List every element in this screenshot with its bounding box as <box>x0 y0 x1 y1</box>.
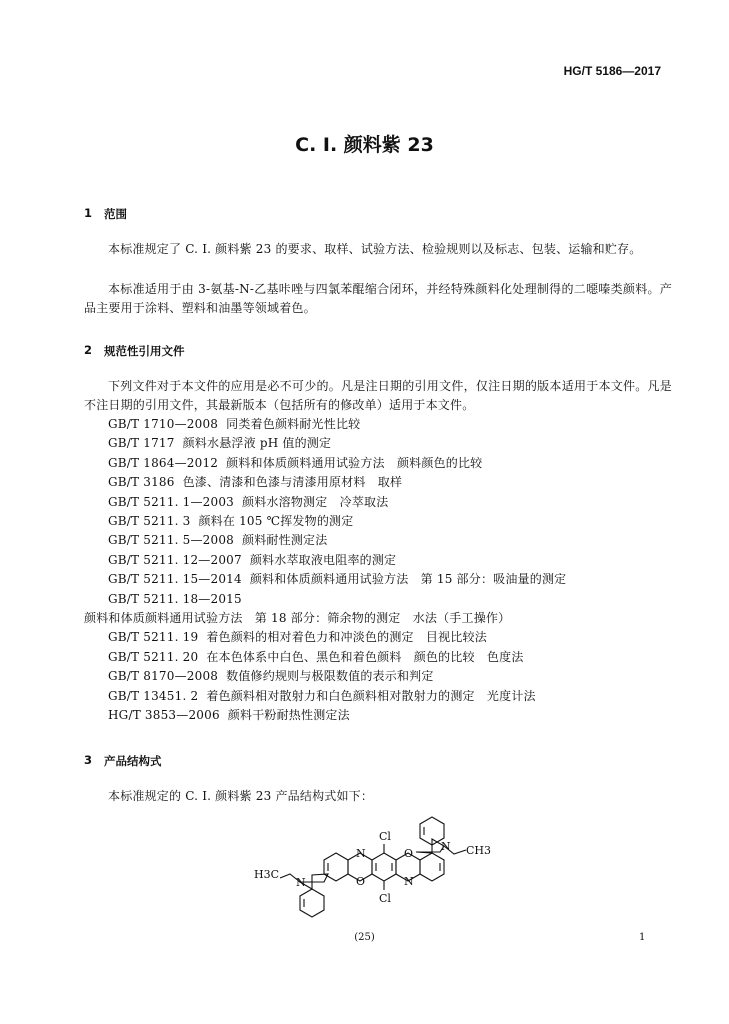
page-number: 1 <box>639 932 646 943</box>
reference-code: GB/T 5211. 18—2015 <box>108 591 242 606</box>
ethyl-label-right: CH3 <box>466 844 492 857</box>
reference-code: GB/T 1717 <box>108 436 175 451</box>
structure-intro: 本标准规定的 C. I. 颜料紫 23 产品结构式如下： <box>108 789 374 803</box>
reference-item <box>84 706 672 725</box>
reference-item <box>84 531 672 550</box>
right-pyrrole-ring <box>416 839 444 853</box>
reference-title: 同类着色颜料耐光性比较 <box>226 417 361 431</box>
nitrogen-label: N <box>356 847 366 860</box>
reference-title: 颜料和体质颜料通用试验方法 颜料颜色的比较 <box>226 455 483 470</box>
reference-title: 颜料水悬浮液 pH 值的测定 <box>182 436 332 451</box>
reference-code: GB/T 5211. 3 <box>108 514 191 529</box>
reference-code: HG/T 3853—2006 <box>108 708 220 723</box>
reference-item <box>84 590 672 629</box>
reference-title: 着色颜料相对散射力和白色颜料相对散射力的测定 光度计法 <box>206 688 536 703</box>
reference-code: GB/T 8170—2008 <box>108 669 219 684</box>
section-title: 范围 <box>104 207 127 221</box>
reference-item <box>84 648 672 667</box>
section-1-heading <box>84 206 127 222</box>
section-number: 1 <box>84 206 93 220</box>
nitrogen-label: N <box>441 840 451 853</box>
reference-item <box>84 628 672 647</box>
reference-title: 颜料水溶物测定 冷萃取法 <box>242 494 389 509</box>
references-intro: 下列文件对于本文件的应用是必不可少的。凡是注日期的引用文件，仅注日期的版本适用于本文件。凡是不注日期的引用文件，其最新版本（包括所有的修改单）适用于本文件。 <box>84 379 672 412</box>
reference-item <box>84 473 672 492</box>
reference-item <box>84 667 672 686</box>
reference-title: 在本色体系中白色、黑色和着色颜料 颜色的比较 色度法 <box>206 649 524 664</box>
reference-item <box>84 687 672 706</box>
nitrogen-label: N <box>404 875 414 888</box>
reference-title: 颜料耐性测定法 <box>242 533 328 548</box>
scope-paragraph-1: 本标准规定了 C. I. 颜料紫 23 的要求、取样、试验方法、检验规则以及标志、包装、运输和贮存。 <box>108 242 642 256</box>
reference-title: 颜料在 105 ℃挥发物的测定 <box>198 514 354 529</box>
reference-title: 颜料水萃取液电阻率的测定 <box>249 552 397 567</box>
reference-item <box>84 570 672 589</box>
page-label: (25) <box>354 932 375 943</box>
oxygen-label: O <box>356 875 366 888</box>
reference-code: GB/T 5211. 19 <box>108 630 199 645</box>
reference-title: 颜料干粉耐热性测定法 <box>227 708 350 723</box>
section-number: 2 <box>84 343 93 357</box>
chemical-structure-diagram <box>240 812 500 924</box>
reference-item <box>84 512 672 531</box>
reference-code: GB/T 5211. 15—2014 <box>108 572 242 587</box>
reference-list <box>84 415 672 726</box>
reference-code: GB/T 1864—2012 <box>108 455 219 470</box>
standard-code: HG/T 5186—2017 <box>563 64 661 78</box>
ethyl-label-left: H3C <box>254 868 280 881</box>
reference-title: 色漆、清漆和色漆与清漆用原材料 取样 <box>182 475 403 490</box>
reference-title: 着色颜料的相对着色力和冲淡色的测定 目视比较法 <box>206 630 487 645</box>
reference-code: GB/T 1710—2008 <box>108 417 219 431</box>
reference-title: 颜料和体质颜料通用试验方法 第 18 部分：筛余物的测定 水法（手工操作） <box>84 611 511 626</box>
reference-item <box>84 493 672 512</box>
reference-code: GB/T 5211. 5—2008 <box>108 533 235 548</box>
reference-title: 数值修约规则与极限数值的表示和判定 <box>226 669 434 684</box>
section-3-heading <box>84 753 162 769</box>
oxygen-label: O <box>404 847 414 860</box>
reference-item <box>84 551 672 570</box>
section-title: 规范性引用文件 <box>104 344 185 358</box>
nitrogen-label: N <box>296 876 306 889</box>
section-number: 3 <box>84 753 93 767</box>
reference-item <box>84 454 672 473</box>
scope-paragraph-2: 本标准适用于由 3-氨基-N-乙基咔唑与四氯苯醌缩合闭环，并经特殊颜料化处理制得的二噁嗪类颜料。产品主要用于涂料、塑料和油墨等领域着色。 <box>84 282 672 315</box>
chlorine-label-top: Cl <box>379 830 391 843</box>
reference-title: 颜料和体质颜料通用试验方法 第 15 部分：吸油量的测定 <box>249 572 567 587</box>
document-title: C. I. 颜料紫 23 <box>295 134 434 156</box>
chlorine-label-bottom: Cl <box>379 892 391 905</box>
reference-code: GB/T 5211. 20 <box>108 649 199 664</box>
reference-item <box>84 434 672 453</box>
section-2-heading <box>84 343 185 359</box>
reference-code: GB/T 13451. 2 <box>108 688 199 703</box>
reference-code: GB/T 3186 <box>108 475 175 490</box>
reference-code: GB/T 5211. 1—2003 <box>108 494 235 509</box>
reference-code: GB/T 5211. 12—2007 <box>108 552 242 567</box>
section-title: 产品结构式 <box>104 754 162 768</box>
reference-item <box>84 415 672 434</box>
